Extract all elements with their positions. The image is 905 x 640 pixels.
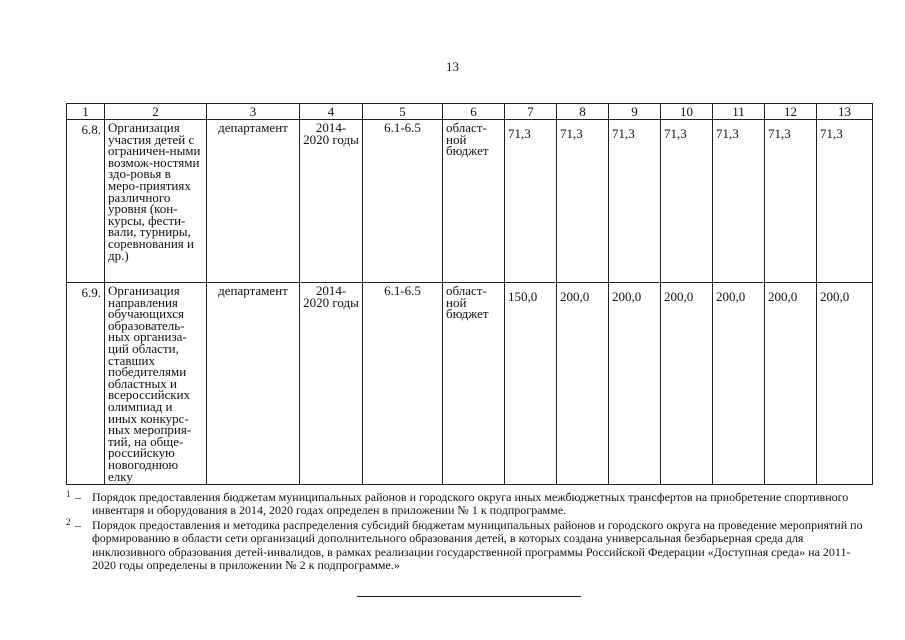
row-number: 6.8. [67, 120, 105, 283]
column-header: 5 [363, 104, 443, 120]
year-value: 71,3 [609, 120, 661, 283]
footnote-mark: 2 [66, 517, 71, 527]
footnote-1 [66, 491, 872, 518]
year-value: 200,0 [609, 283, 661, 485]
year-value: 71,3 [713, 120, 765, 283]
year-value: 200,0 [661, 283, 713, 485]
executor: департамент [207, 120, 300, 283]
column-header: 7 [505, 104, 557, 120]
year-value: 200,0 [557, 283, 609, 485]
page-number: 13 [446, 59, 459, 74]
column-header: 2 [105, 104, 207, 120]
year-value: 150,0 [505, 283, 557, 485]
column-header: 1 [67, 104, 105, 120]
column-header: 11 [713, 104, 765, 120]
year-value: 200,0 [713, 283, 765, 485]
column-header: 10 [661, 104, 713, 120]
footnote-text: Порядок предоставления бюджетам муниципальных районов и городского округа иных межбюджетных трансфертов на приобретение спортивного инвентаря и оборудования в 2014, 2020 годах определен в приложении № 1 к подпрограмме. [92, 490, 849, 518]
column-number-row [67, 104, 873, 120]
column-header: 13 [817, 104, 873, 120]
footnote-2 [66, 519, 872, 573]
row-number: 6.9. [67, 283, 105, 485]
activity-name: Организация участия детей с ограничен-ными возмож-ностями здо-ровья в меро-приятиях различного уровня (кон-курсы, фести-вали, турниры, соревнования и др.) [105, 120, 207, 283]
funding-source: област-ной бюджет [443, 120, 505, 283]
table-row [67, 120, 873, 283]
column-header: 4 [300, 104, 363, 120]
column-header: 6 [443, 104, 505, 120]
table-row [67, 283, 873, 485]
indicators: 6.1-6.5 [363, 120, 443, 283]
column-header: 12 [765, 104, 817, 120]
activity-name: Организация направления обучающихся образователь-ных организа-ций области, ставших победителями областных и всероссийских олимпиад и иных конкурс-ных мероприя-тий, на обще-российскую новогоднюю елку [105, 283, 207, 485]
funding-source: област-ной бюджет [443, 283, 505, 485]
column-header: 9 [609, 104, 661, 120]
year-value: 71,3 [817, 120, 873, 283]
period: 2014-2020 годы [300, 120, 363, 283]
column-header: 3 [207, 104, 300, 120]
year-value: 200,0 [765, 283, 817, 485]
executor: департамент [207, 283, 300, 485]
indicators: 6.1-6.5 [363, 283, 443, 485]
year-value: 71,3 [557, 120, 609, 283]
footnote-mark: 1 [66, 489, 71, 499]
year-value: 71,3 [765, 120, 817, 283]
closing-divider [357, 596, 581, 597]
period: 2014-2020 годы [300, 283, 363, 485]
footnote-text: Порядок предоставления и методика распределения субсидий бюджетам муниципальных районов и городского округа на проведение мероприятий по формированию в области сети организаций дополнительного образования детей, в которых создана универсальная безбарьерная среда для инклюзивного образования детей-инвалидов, в рамках реализации государственной программы Российской Федерации «Доступная среда» на 2011-2020 годы определены в приложении № 2 к подпрограмме.» [92, 518, 863, 573]
year-value: 71,3 [505, 120, 557, 283]
year-value: 71,3 [661, 120, 713, 283]
year-value: 200,0 [817, 283, 873, 485]
footnote-dash: – [75, 490, 81, 504]
column-header: 8 [557, 104, 609, 120]
footnote-dash: – [75, 518, 81, 532]
budget-table [66, 103, 873, 485]
